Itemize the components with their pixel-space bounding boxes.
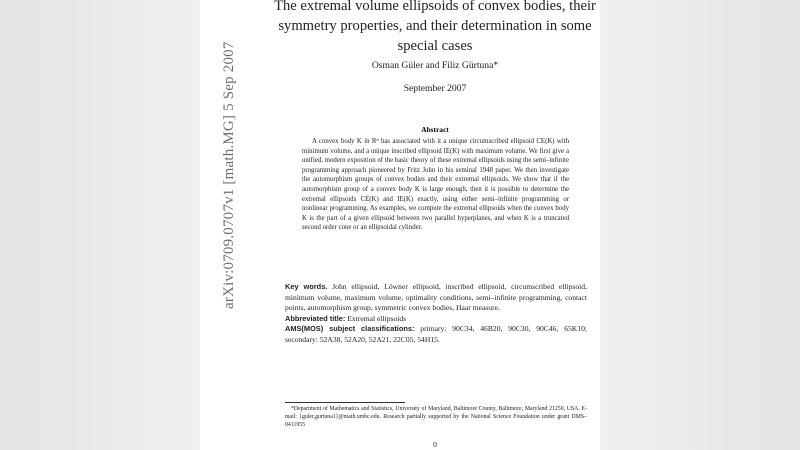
page-number: 0: [433, 440, 437, 449]
abstract-body: A convex body K in Rⁿ has associated with it a unique circumscribed ellipsoid CE(K) with minimum volume, and a unique inscribed ellipsoid IE(K) with maximum volume. We first give a unified, modern exposition of the basic theory of these extremal ellipsoids using the semi–infinite programming approach pioneered by Fritz John in his seminal 1948 paper. We then investigate the automorphism groups of convex bodies and their extremal ellipsoids. We show that if the automorphism group of a convex body K is large enough, then it is possible to determine the extremal ellipsoids CE(K) and IE(K) exactly, using either semi–infinite programming or nonlinear programming. As examples, we compute the extremal ellipsoids when the convex body K is the part of a given ellipsoid between two parallel hyperplanes, and when K is a truncated second order cone or an ellipsoidal cylinder.: [302, 138, 569, 232]
ams-label: AMS(MOS) subject classifications:: [285, 324, 415, 334]
ams-text: primary: 90C34, 46B20, 90C30, 90C46, 65K10; secondary: 52A38, 52A20, 52A21, 22C05, 54H15.: [285, 324, 587, 344]
keywords-line: [285, 282, 587, 314]
keywords-block: [285, 282, 587, 346]
paper-date: September 2007: [403, 83, 467, 94]
paper-authors: Osman Güler and Filiz Gürtuna*: [371, 60, 499, 71]
abbreviated-title-text: Extremal ellipsoids: [347, 313, 407, 323]
keywords-label: Key words.: [285, 282, 328, 291]
paper-title: The extremal volume ellipsoids of convex bodies, their symmetry properties, and their determination in some special cases: [274, 0, 596, 54]
right-backdrop: [565, 0, 800, 450]
abstract-heading: Abstract: [421, 125, 449, 134]
keywords-text: John ellipsoid, Löwner ellipsoid, inscribed ellipsoid, circumscribed ellipsoid, minimum volume, maximum volume, optimality conditions, semi–infinite programming, contact points, automorphism group, symmetric convex bodies, Haar measure.: [285, 282, 587, 313]
abbreviated-title-label: Abbreviated title:: [285, 313, 346, 323]
footnote-rule: [285, 402, 405, 403]
arxiv-stamp: arXiv:0709.0707v1 [math.MG] 5 Sep 2007: [221, 41, 237, 309]
abbreviated-title-line: [285, 314, 587, 325]
footnote: *Department of Mathematics and Statistics, University of Maryland, Baltimore County, Baltimore, Maryland 21250, USA. E-mail: {guler,gurtuna1}@math.umbc.edu. Research partially supported by the National Science Foundation under grant DMS–0411955: [285, 406, 587, 428]
ams-line: [285, 324, 587, 345]
